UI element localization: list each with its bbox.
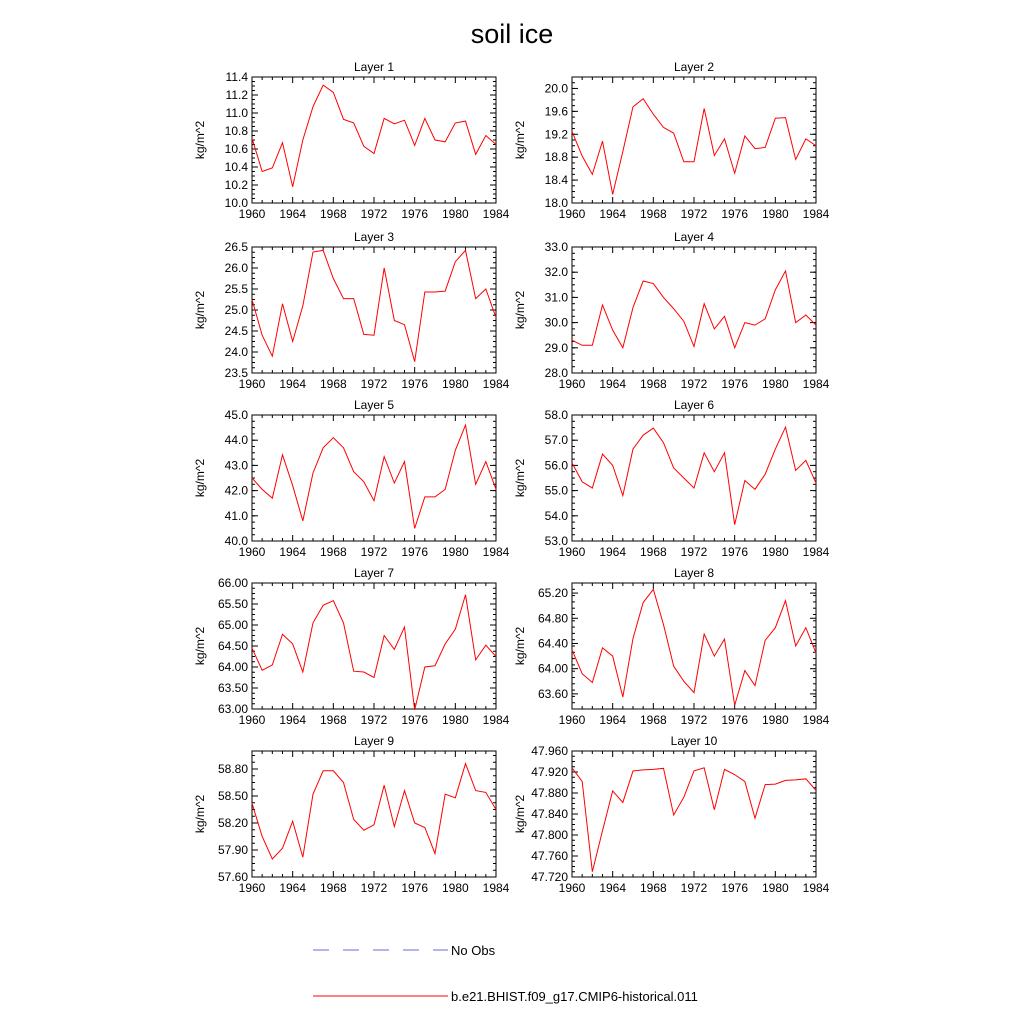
series-line <box>252 85 496 187</box>
x-tick-label: 1976 <box>721 713 749 727</box>
x-tick-label: 1960 <box>558 881 586 895</box>
y-tick-label: 65.50 <box>217 597 248 611</box>
x-tick-label: 1976 <box>401 377 429 391</box>
y-tick-label: 53.0 <box>544 534 568 548</box>
panel-title: Layer 6 <box>673 398 715 412</box>
series-line <box>572 271 816 348</box>
y-axis-label: kg/m^2 <box>513 794 527 834</box>
plot-frame <box>252 415 496 541</box>
y-tick-label: 30.0 <box>544 315 568 330</box>
series-line <box>572 427 816 525</box>
x-tick-label: 1972 <box>360 545 388 559</box>
x-tick-label: 1984 <box>802 545 830 559</box>
y-tick-label: 10.2 <box>224 178 248 192</box>
x-tick-label: 1960 <box>238 207 266 221</box>
y-tick-label: 64.00 <box>217 660 248 674</box>
y-axis-label: kg/m^2 <box>513 458 527 498</box>
x-tick-label: 1976 <box>401 545 429 559</box>
y-tick-label: 47.760 <box>531 849 568 863</box>
y-tick-label: 54.0 <box>544 508 568 523</box>
y-tick-label: 64.50 <box>217 639 248 653</box>
y-tick-label: 10.0 <box>224 196 248 210</box>
x-tick-label: 1984 <box>482 881 510 895</box>
y-tick-label: 57.0 <box>544 433 568 448</box>
y-tick-label: 19.2 <box>544 127 568 142</box>
x-tick-label: 1968 <box>319 713 347 727</box>
y-tick-label: 10.4 <box>224 160 248 174</box>
x-tick-label: 1972 <box>680 713 708 727</box>
y-tick-label: 26.0 <box>224 261 248 275</box>
y-tick-label: 47.800 <box>531 828 568 842</box>
y-axis-label: kg/m^2 <box>193 626 207 666</box>
x-tick-label: 1968 <box>319 207 347 221</box>
x-tick-label: 1984 <box>802 207 830 221</box>
x-tick-label: 1976 <box>721 545 749 559</box>
x-tick-label: 1960 <box>238 377 266 391</box>
x-tick-label: 1964 <box>279 881 307 895</box>
panel-layer-2 <box>513 60 830 221</box>
x-tick-label: 1968 <box>319 377 347 391</box>
series-line <box>572 768 816 872</box>
plot-frame <box>572 77 816 203</box>
x-tick-label: 1980 <box>761 207 789 221</box>
y-tick-label: 63.50 <box>217 681 248 695</box>
y-tick-label: 64.00 <box>537 661 568 676</box>
x-tick-label: 1980 <box>761 545 789 559</box>
x-tick-label: 1964 <box>599 207 627 221</box>
x-tick-label: 1968 <box>639 713 667 727</box>
legend-model-label: b.e21.BHIST.f09_g17.CMIP6-historical.011 <box>451 989 698 1004</box>
y-tick-label: 45.0 <box>224 408 248 422</box>
x-tick-label: 1980 <box>441 713 469 727</box>
panel-layer-3 <box>193 230 510 391</box>
panel-title: Layer 9 <box>353 734 395 748</box>
y-tick-label: 58.0 <box>544 408 568 422</box>
x-tick-label: 1960 <box>558 545 586 559</box>
y-tick-label: 47.920 <box>531 765 568 779</box>
y-tick-label: 65.20 <box>537 586 568 601</box>
x-tick-label: 1980 <box>441 881 469 895</box>
x-tick-label: 1972 <box>360 713 388 727</box>
x-tick-label: 1972 <box>360 377 388 391</box>
panel-title: Layer 2 <box>673 60 715 74</box>
x-tick-label: 1984 <box>482 545 510 559</box>
x-tick-label: 1960 <box>238 545 266 559</box>
x-tick-label: 1984 <box>482 377 510 391</box>
x-tick-label: 1972 <box>680 377 708 391</box>
y-tick-label: 57.60 <box>217 870 248 884</box>
plot-frame <box>252 247 496 373</box>
x-tick-label: 1976 <box>401 207 429 221</box>
panel-layer-9 <box>193 734 510 895</box>
x-tick-label: 1984 <box>802 377 830 391</box>
y-tick-label: 18.0 <box>544 196 568 210</box>
plot-frame <box>252 583 496 709</box>
y-tick-label: 65.00 <box>217 618 248 632</box>
x-tick-label: 1964 <box>599 377 627 391</box>
y-tick-label: 18.4 <box>544 173 568 188</box>
y-tick-label: 47.880 <box>531 786 568 800</box>
series-line <box>252 250 496 361</box>
x-tick-label: 1964 <box>599 545 627 559</box>
x-tick-label: 1984 <box>802 881 830 895</box>
series-line <box>572 99 816 195</box>
x-tick-label: 1968 <box>639 377 667 391</box>
x-tick-label: 1980 <box>761 713 789 727</box>
y-tick-label: 58.80 <box>217 762 248 776</box>
panel-title: Layer 7 <box>353 566 395 580</box>
x-tick-label: 1984 <box>802 713 830 727</box>
y-tick-label: 31.0 <box>544 290 568 305</box>
plot-frame <box>572 415 816 541</box>
y-tick-label: 58.50 <box>217 789 248 803</box>
x-tick-label: 1980 <box>441 545 469 559</box>
panel-layer-4 <box>513 230 830 391</box>
y-tick-label: 63.00 <box>217 702 248 716</box>
x-tick-label: 1972 <box>360 207 388 221</box>
x-tick-label: 1964 <box>279 545 307 559</box>
legend-obs-label: No Obs <box>451 943 496 958</box>
panel-title: Layer 3 <box>353 230 395 244</box>
panel-layer-5 <box>193 398 510 559</box>
x-tick-label: 1968 <box>319 545 347 559</box>
x-tick-label: 1968 <box>639 545 667 559</box>
x-tick-label: 1964 <box>279 377 307 391</box>
x-tick-label: 1960 <box>558 207 586 221</box>
panel-layer-1 <box>193 60 510 221</box>
x-tick-label: 1984 <box>482 713 510 727</box>
y-tick-label: 10.6 <box>224 142 248 156</box>
y-tick-label: 58.20 <box>217 816 248 830</box>
y-tick-label: 24.0 <box>224 345 248 359</box>
panel-title: Layer 10 <box>670 734 718 748</box>
y-tick-label: 66.00 <box>217 576 248 590</box>
y-tick-label: 11.4 <box>225 70 248 84</box>
plot-frame <box>252 77 496 203</box>
y-axis-label: kg/m^2 <box>193 290 207 330</box>
x-tick-label: 1960 <box>238 713 266 727</box>
y-tick-label: 10.8 <box>224 124 248 138</box>
y-tick-label: 25.5 <box>224 282 248 296</box>
series-line <box>252 764 496 859</box>
y-tick-label: 55.0 <box>544 483 568 498</box>
x-tick-label: 1960 <box>238 881 266 895</box>
y-tick-label: 41.0 <box>224 508 248 523</box>
x-tick-label: 1968 <box>319 881 347 895</box>
x-tick-label: 1972 <box>680 207 708 221</box>
y-tick-label: 40.0 <box>224 534 248 548</box>
x-tick-label: 1964 <box>599 713 627 727</box>
x-tick-label: 1976 <box>721 207 749 221</box>
y-tick-label: 24.5 <box>224 324 248 338</box>
y-axis-label: kg/m^2 <box>513 120 527 160</box>
y-tick-label: 23.5 <box>224 366 248 380</box>
x-tick-label: 1968 <box>639 881 667 895</box>
x-tick-label: 1972 <box>680 545 708 559</box>
panel-title: Layer 8 <box>673 566 715 580</box>
panel-title: Layer 4 <box>673 230 715 244</box>
x-tick-label: 1972 <box>360 881 388 895</box>
x-tick-label: 1976 <box>401 881 429 895</box>
series-line <box>252 595 496 710</box>
y-tick-label: 44.0 <box>224 433 248 448</box>
plot-frame <box>572 247 816 373</box>
panel-layer-7 <box>193 566 510 727</box>
x-tick-label: 1960 <box>558 713 586 727</box>
x-tick-label: 1964 <box>279 207 307 221</box>
x-tick-label: 1984 <box>482 207 510 221</box>
series-line <box>572 589 816 705</box>
y-axis-label: kg/m^2 <box>513 626 527 666</box>
x-tick-label: 1976 <box>721 377 749 391</box>
x-tick-label: 1964 <box>279 713 307 727</box>
y-axis-label: kg/m^2 <box>193 794 207 834</box>
x-tick-label: 1968 <box>639 207 667 221</box>
y-tick-label: 64.80 <box>537 611 568 626</box>
panel-layer-6 <box>513 398 830 559</box>
x-tick-label: 1960 <box>558 377 586 391</box>
y-tick-label: 47.960 <box>531 744 568 758</box>
y-tick-label: 33.0 <box>544 240 568 254</box>
series-line <box>252 425 496 528</box>
plot-frame <box>252 751 496 877</box>
y-tick-label: 20.0 <box>544 81 568 96</box>
panel-grid <box>193 60 830 895</box>
x-tick-label: 1980 <box>761 881 789 895</box>
legend <box>313 943 698 1004</box>
y-tick-label: 47.840 <box>531 807 568 821</box>
y-tick-label: 47.720 <box>531 870 568 884</box>
panel-layer-8 <box>513 566 830 727</box>
y-tick-label: 11.0 <box>225 106 248 120</box>
panel-layer-10 <box>513 734 830 895</box>
y-axis-label: kg/m^2 <box>513 290 527 330</box>
y-tick-label: 25.0 <box>224 303 248 317</box>
panel-title: Layer 5 <box>353 398 395 412</box>
x-tick-label: 1980 <box>441 377 469 391</box>
y-tick-label: 11.2 <box>225 88 248 102</box>
y-axis-label: kg/m^2 <box>193 458 207 498</box>
y-tick-label: 63.60 <box>537 686 568 701</box>
y-tick-label: 18.8 <box>544 150 568 165</box>
figure-title: soil ice <box>470 19 554 49</box>
y-tick-label: 57.90 <box>217 843 248 857</box>
y-axis-label: kg/m^2 <box>193 120 207 160</box>
y-tick-label: 19.6 <box>544 104 568 119</box>
x-tick-label: 1964 <box>599 881 627 895</box>
y-tick-label: 56.0 <box>544 458 568 473</box>
y-tick-label: 29.0 <box>544 340 568 355</box>
x-tick-label: 1980 <box>441 207 469 221</box>
plot-frame <box>572 751 816 877</box>
x-tick-label: 1972 <box>680 881 708 895</box>
y-tick-label: 64.40 <box>537 636 568 651</box>
y-tick-label: 28.0 <box>544 366 568 380</box>
x-tick-label: 1980 <box>761 377 789 391</box>
y-tick-label: 42.0 <box>224 483 248 498</box>
panel-title: Layer 1 <box>353 60 395 74</box>
x-tick-label: 1976 <box>721 881 749 895</box>
y-tick-label: 43.0 <box>224 458 248 473</box>
y-tick-label: 26.5 <box>224 240 248 254</box>
y-tick-label: 32.0 <box>544 265 568 280</box>
x-tick-label: 1976 <box>401 713 429 727</box>
